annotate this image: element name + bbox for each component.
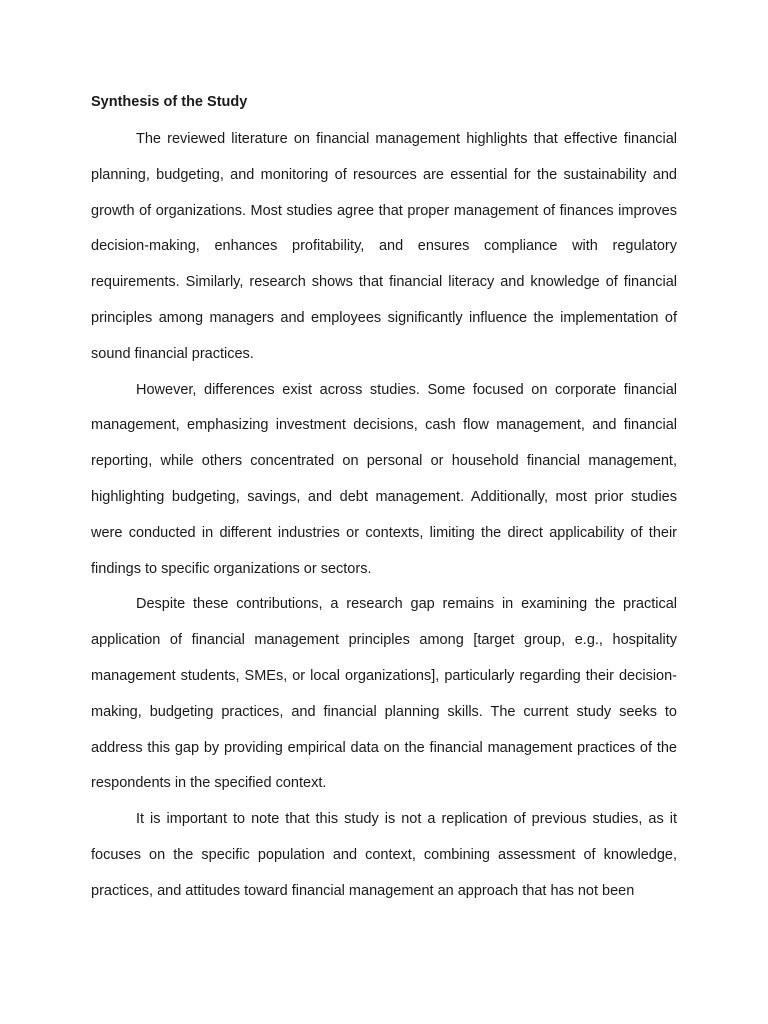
paragraph-1: The reviewed literature on financial management highlights that effective financial planning, budgeting, and monitoring of resources are essential for the sustainability and growth of organizations. Most studies agree that proper management of finances improves decision-making, enhances profitability, and ensures compliance with regulatory requirements. Similarly, research shows that financial literacy and knowledge of financial principles among managers and employees significantly influence the implementation of sound financial practices.: [91, 131, 677, 362]
paragraph-4: It is important to note that this study is not a replication of previous studies, as it focuses on the specific population and context, combining assessment of knowledge, practices, and attitudes toward financial management an approach that has not been: [91, 811, 677, 899]
section-heading: Synthesis of the Study: [91, 94, 248, 110]
paragraph-3: Despite these contributions, a research gap remains in examining the practical application of financial management principles among [target group, e.g., hospitality management students, SMEs, or local organizations], particularly regarding their decision-making, budgeting practices, and financial planning skills. The current study seeks to address this gap by providing empirical data on the financial management practices of the respondents in the specified context.: [91, 596, 677, 792]
document-body: [91, 88, 677, 910]
paragraph-2: However, differences exist across studies. Some focused on corporate financial management, emphasizing investment decisions, cash flow management, and financial reporting, while others concentrated on personal or household financial management, highlighting budgeting, savings, and debt management. Additionally, most prior studies were conducted in different industries or contexts, limiting the direct applicability of their findings to specific organizations or sectors.: [91, 381, 677, 577]
